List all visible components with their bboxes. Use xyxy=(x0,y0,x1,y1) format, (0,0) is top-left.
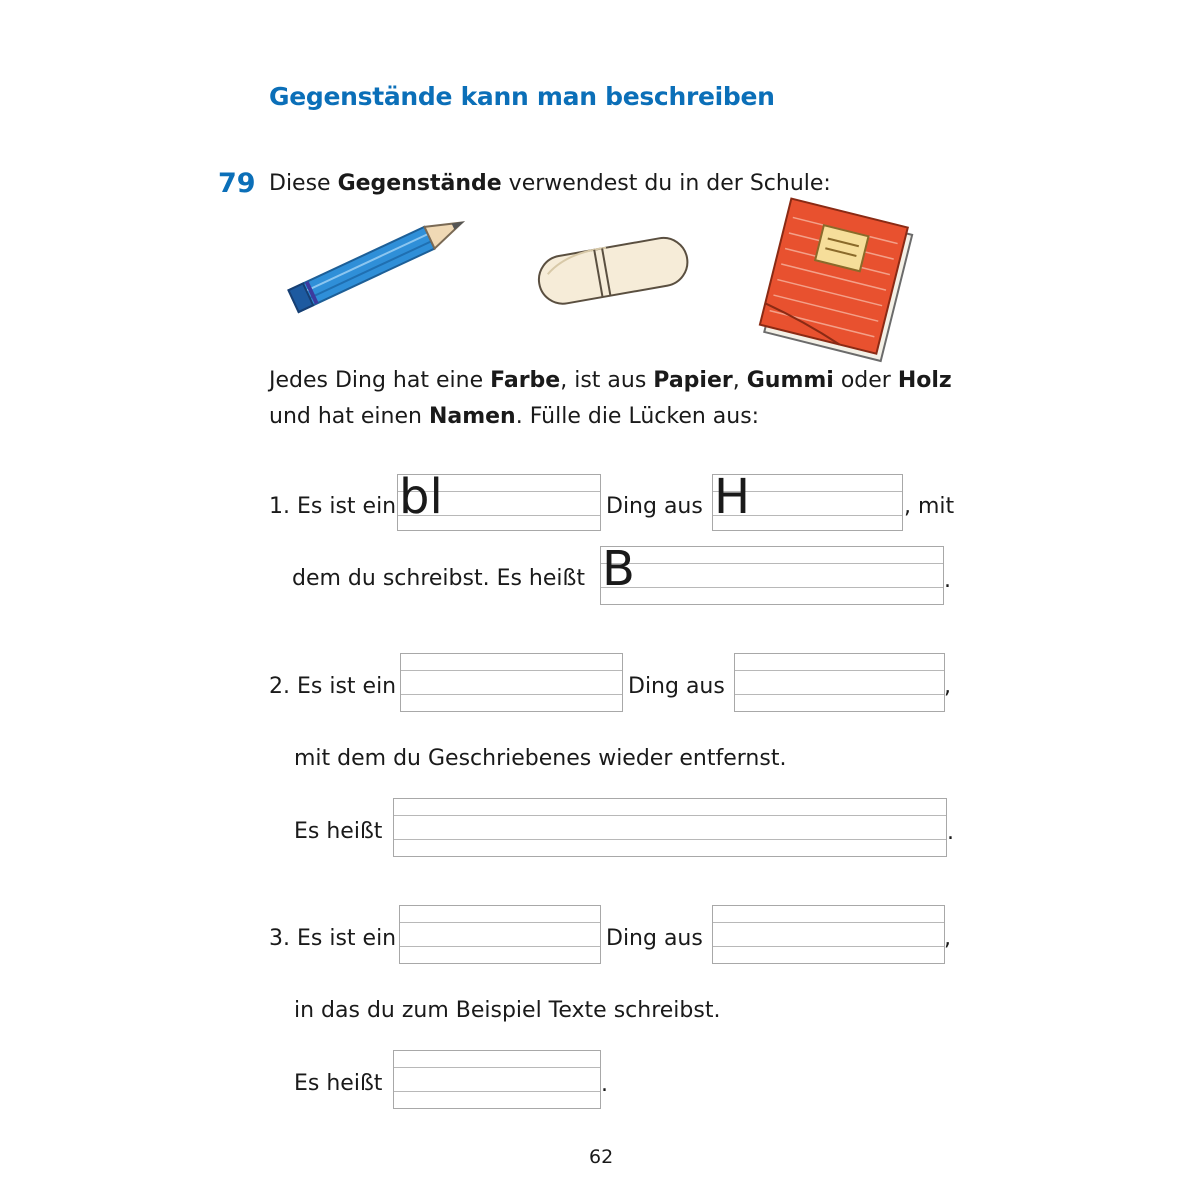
item-2-suffix: , xyxy=(944,674,951,699)
instruction-line-2: und hat einen Namen. Fülle die Lücken aus: xyxy=(269,404,760,429)
page-number: 62 xyxy=(589,1146,614,1168)
item-2-name-label: Es heißt xyxy=(294,819,383,844)
item-2-line-2: mit dem du Geschriebenes wieder entfernst. xyxy=(294,746,787,771)
item-3-name-label: Es heißt xyxy=(294,1071,383,1096)
item-3-suffix: , xyxy=(944,926,951,951)
item-2-prefix: 2. Es ist ein xyxy=(269,674,397,699)
item-1-material-label: Ding aus xyxy=(606,494,703,519)
item-1-material-field[interactable] xyxy=(712,469,903,531)
item-1-name-hint: B xyxy=(602,541,635,597)
exercise-number: 79 xyxy=(218,168,256,199)
item-1-prefix: 1. Es ist ein xyxy=(269,494,397,519)
exercise-intro: Diese Gegenstände verwendest du in der Schule: xyxy=(269,171,831,196)
item-1-line-2: dem du schreibst. Es heißt xyxy=(292,566,586,591)
item-1-color-hint: bl xyxy=(399,469,443,525)
item-3-name-field[interactable] xyxy=(393,1050,601,1109)
item-3-material-field[interactable] xyxy=(712,905,945,964)
item-2-material-field[interactable] xyxy=(734,653,945,712)
item-3-line-2: in das du zum Beispiel Texte schreibst. xyxy=(294,998,721,1023)
item-3-material-label: Ding aus xyxy=(606,926,703,951)
item-3-prefix: 3. Es ist ein xyxy=(269,926,397,951)
item-3-color-field[interactable] xyxy=(399,905,601,964)
item-1-color-field[interactable] xyxy=(397,469,601,531)
item-1-suffix: , mit xyxy=(904,494,955,519)
eraser-icon xyxy=(530,225,695,315)
page-title: Gegenstände kann man beschreiben xyxy=(269,82,775,111)
item-2-color-field[interactable] xyxy=(400,653,623,712)
item-2-name-field[interactable] xyxy=(393,798,947,857)
item-2-material-label: Ding aus xyxy=(628,674,725,699)
instruction-line-1: Jedes Ding hat eine Farbe, ist aus Papier, Gummi oder Holz xyxy=(269,368,952,393)
item-3-period: . xyxy=(601,1072,608,1097)
item-1-material-hint: H xyxy=(714,469,751,525)
item-2-period: . xyxy=(947,820,954,845)
item-1-name-field[interactable] xyxy=(600,541,944,605)
pencil-icon xyxy=(270,210,485,310)
notebook-icon xyxy=(755,200,920,360)
item-1-period: . xyxy=(944,568,951,593)
